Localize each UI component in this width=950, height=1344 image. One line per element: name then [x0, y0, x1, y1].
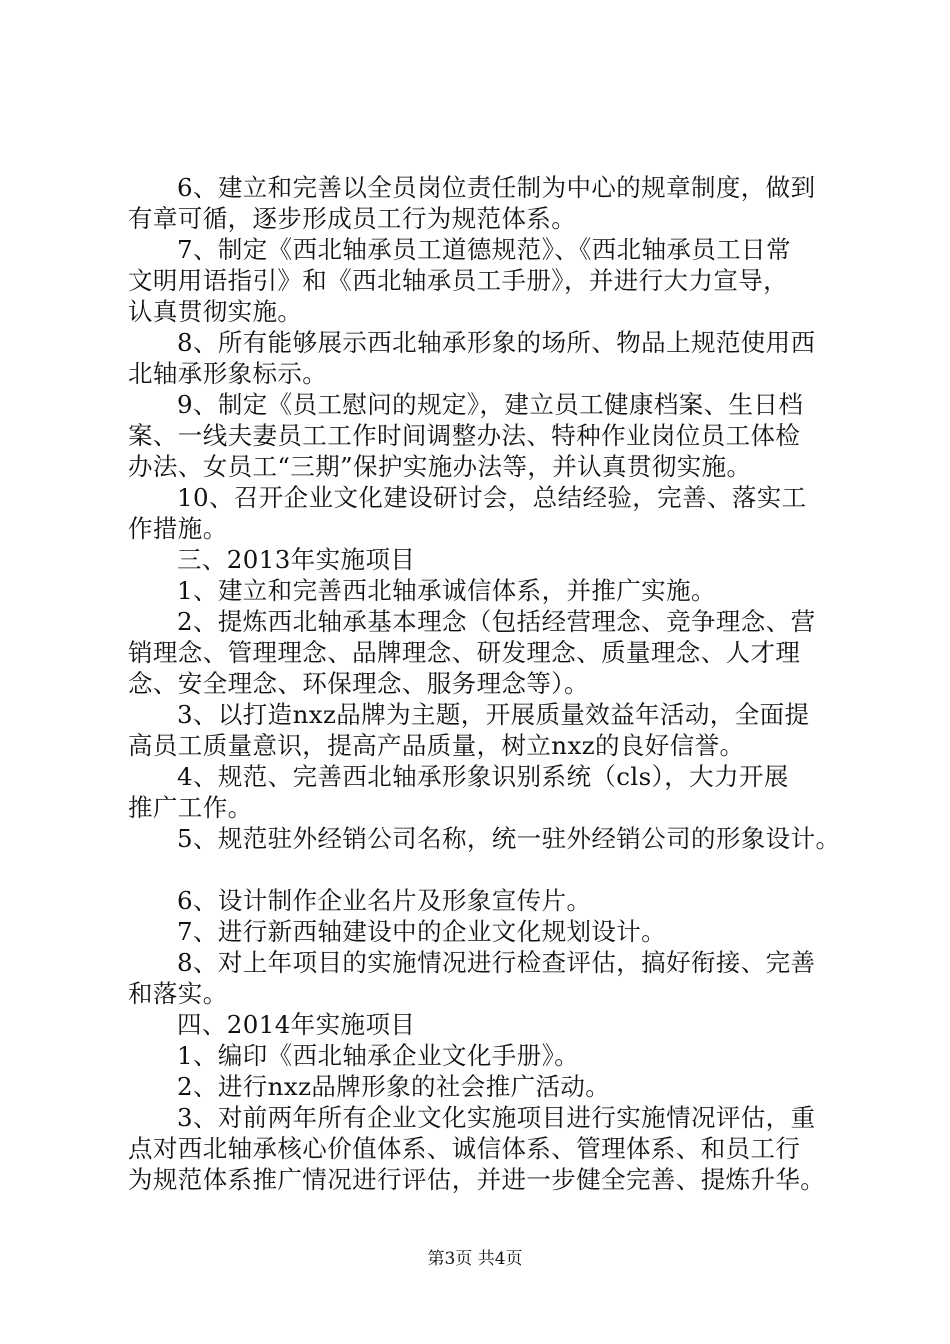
- paragraph-line: 3、以打造nxz品牌为主题，开展质量效益年活动，全面提: [177, 700, 810, 729]
- paragraph-line: 为规范体系推广情况进行评估，并进一步健全完善、提炼升华。: [128, 1165, 826, 1194]
- paragraph-line: 高员工质量意识，提高产品质量，树立nxz的良好信誉。: [128, 731, 745, 760]
- paragraph-line: 3、对前两年所有企业文化实施项目进行实施情况评估，重: [177, 1103, 816, 1132]
- paragraph-line: 2、提炼西北轴承基本理念（包括经营理念、竞争理念、营: [177, 607, 816, 636]
- paragraph-line: 10、召开企业文化建设研讨会，总结经验，完善、落实工: [177, 483, 807, 512]
- paragraph-line: 销理念、管理理念、品牌理念、研发理念、质量理念、人才理: [128, 638, 801, 667]
- paragraph-line: 7、制定《西北轴承员工道德规范》、《西北轴承员工日常: [177, 235, 791, 264]
- paragraph-line: 点对西北轴承核心价值体系、诚信体系、管理体系、和员工行: [128, 1134, 801, 1163]
- paragraph-line: 1、编印《西北轴承企业文化手册》。: [177, 1041, 580, 1070]
- blank-line: [128, 854, 838, 885]
- paragraph-line: 4、规范、完善西北轴承形象识别系统（cls），大力开展: [177, 762, 789, 791]
- paragraph-line: 念、安全理念、环保理念、服务理念等）。: [128, 669, 589, 698]
- paragraph-line: 8、对上年项目的实施情况进行检查评估，搞好衔接、完善: [177, 948, 816, 977]
- paragraph-line: 2、进行nxz品牌形象的社会推广活动。: [177, 1072, 611, 1101]
- paragraph-line: 8、所有能够展示西北轴承形象的场所、物品上规范使用西: [177, 328, 816, 357]
- paragraph-line: 北轴承形象标示。: [128, 359, 328, 388]
- page-footer: 第3页 共4页: [427, 1249, 523, 1269]
- paragraph-line: 推广工作。: [128, 793, 253, 822]
- paragraph-line: 办法、女员工“三期”保护实施办法等，并认真贯彻实施。: [128, 452, 752, 481]
- paragraph-line: 9、制定《员工慰问的规定》，建立员工健康档案、生日档: [177, 390, 804, 419]
- paragraph-line: 6、设计制作企业名片及形象宣传片。: [177, 886, 592, 915]
- paragraph-line: 文明用语指引》和《西北轴承员工手册》，并进行大力宣导，: [128, 266, 789, 295]
- paragraph-line: 1、建立和完善西北轴承诚信体系，并推广实施。: [177, 576, 716, 605]
- paragraph-line: 三、2013年实施项目: [177, 545, 416, 574]
- paragraph-line: 作措施。: [128, 514, 228, 543]
- paragraph-line: 和落实。: [128, 979, 228, 1008]
- document-body: [128, 172, 841, 1195]
- paragraph-line: 5、规范驻外经销公司名称，统一驻外经销公司的形象设计。: [177, 824, 841, 853]
- paragraph-line: 案、一线夫妻员工工作时间调整办法、特种作业岗位员工体检: [128, 421, 801, 450]
- paragraph-line: 6、建立和完善以全员岗位责任制为中心的规章制度，做到: [177, 173, 816, 202]
- paragraph-line: 有章可循，逐步形成员工行为规范体系。: [128, 204, 577, 233]
- paragraph-line: 四、2014年实施项目: [177, 1010, 416, 1039]
- paragraph-line: 7、进行新西轴建设中的企业文化规划设计。: [177, 917, 667, 946]
- paragraph-line: 认真贯彻实施。: [128, 297, 303, 326]
